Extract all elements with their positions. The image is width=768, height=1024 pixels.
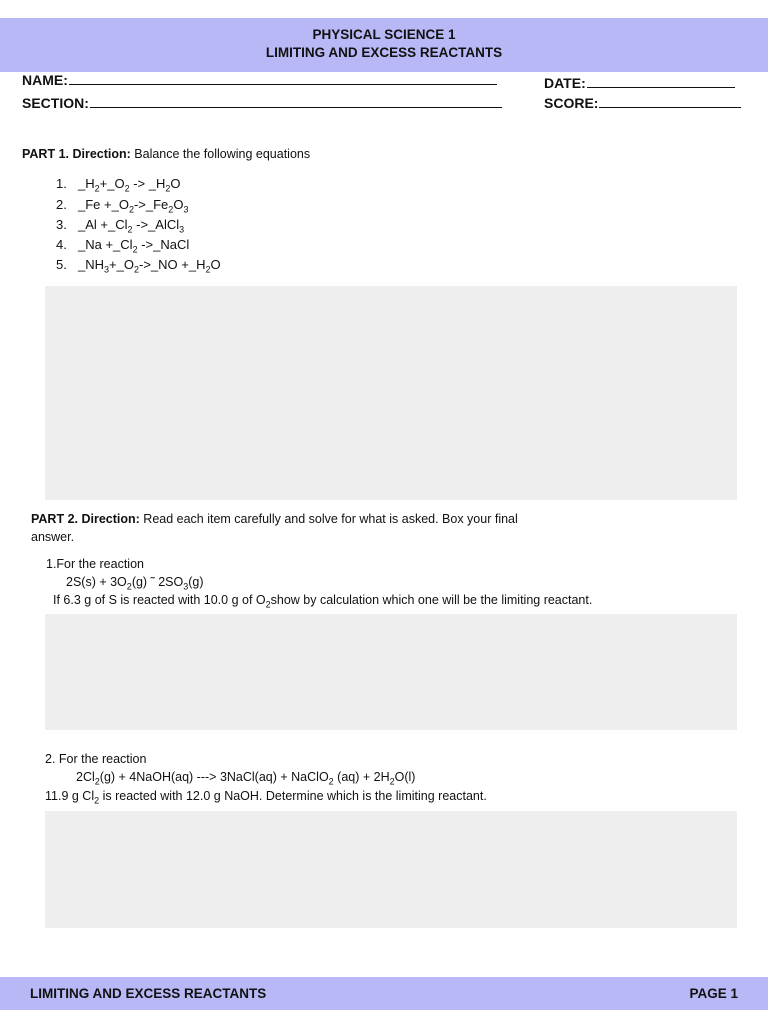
part1-direction: [22, 145, 310, 163]
score-label: SCORE:: [544, 95, 599, 111]
equation-1: 1. $\_H_2+\_O_2$ -> $\_H_2O$: [56, 176, 181, 194]
name-field[interactable]: [22, 72, 497, 88]
equation-number: 1.: [56, 176, 67, 191]
name-line: [69, 72, 497, 85]
item2-question: 11.9 g $Cl_2$ is reacted with 12.0 g NaOH. Determine which is the limiting reactant.: [45, 789, 487, 806]
part1-label: PART 1. Direction:: [22, 147, 131, 161]
date-field[interactable]: [544, 75, 735, 91]
equation-number: 3.: [56, 217, 67, 232]
item1-intro: 1.For the reaction: [46, 557, 144, 571]
part2-label: PART 2. Direction:: [31, 512, 140, 526]
equation-number: 4.: [56, 237, 67, 252]
equation-2: 2. _Fe $+\_O_2->\_Fe_2O_3$: [56, 197, 189, 215]
header-banner: [0, 18, 768, 72]
item1-reaction: $2S(s) + 3O_2(g)$ ˜ $2SO_3(g)$: [66, 575, 204, 592]
date-line: [587, 75, 735, 88]
equation-number: 5.: [56, 257, 67, 272]
name-label: NAME:: [22, 72, 68, 88]
item2-reaction: $2Cl_2(g)$ + 4NaOH(aq) ---> 3NaCl(aq) + NaClO$_2$ $(aq) + 2H_2O(l)$: [76, 770, 416, 787]
equation-5: 5. $\_NH_3+\_O_2->\_NO$ $+\_H_2O$: [56, 257, 221, 275]
footer-banner: [0, 977, 768, 1010]
section-line: [90, 95, 502, 108]
equation-4: 4. _Na $+\_Cl_2$ ->_NaCl: [56, 237, 190, 255]
part1-text: Balance the following equations: [130, 147, 311, 161]
section-field[interactable]: [22, 95, 502, 111]
equation-3: 3. _Al $+\_Cl_2$ ->_AlCl$_3$: [56, 217, 185, 235]
part1-answer-area[interactable]: [45, 286, 737, 500]
item2-intro: 2. For the reaction: [45, 752, 147, 766]
item2-answer-area[interactable]: [45, 811, 737, 928]
item1-answer-area[interactable]: [45, 614, 737, 730]
part2-text-continued: answer.: [31, 530, 75, 544]
topic-title: LIMITING AND EXCESS REACTANTS: [265, 45, 503, 60]
date-label: DATE:: [544, 75, 586, 91]
score-field[interactable]: [544, 95, 741, 111]
part2-direction: [31, 510, 518, 546]
item1-question: If 6.3 g of S is reacted with 10.0 g of $O_2show$ by calculation which one will be the limiting reactant.: [53, 593, 593, 610]
part2-text: Read each item carefully and solve for what is asked. Box your final: [139, 512, 518, 526]
equation-number: 2.: [56, 197, 67, 212]
subject-title: PHYSICAL SCIENCE 1: [312, 27, 456, 42]
section-label: SECTION:: [22, 95, 89, 111]
page-number: PAGE 1: [689, 986, 738, 1001]
score-line: [599, 95, 741, 108]
footer-title: LIMITING AND EXCESS REACTANTS: [30, 986, 267, 1001]
